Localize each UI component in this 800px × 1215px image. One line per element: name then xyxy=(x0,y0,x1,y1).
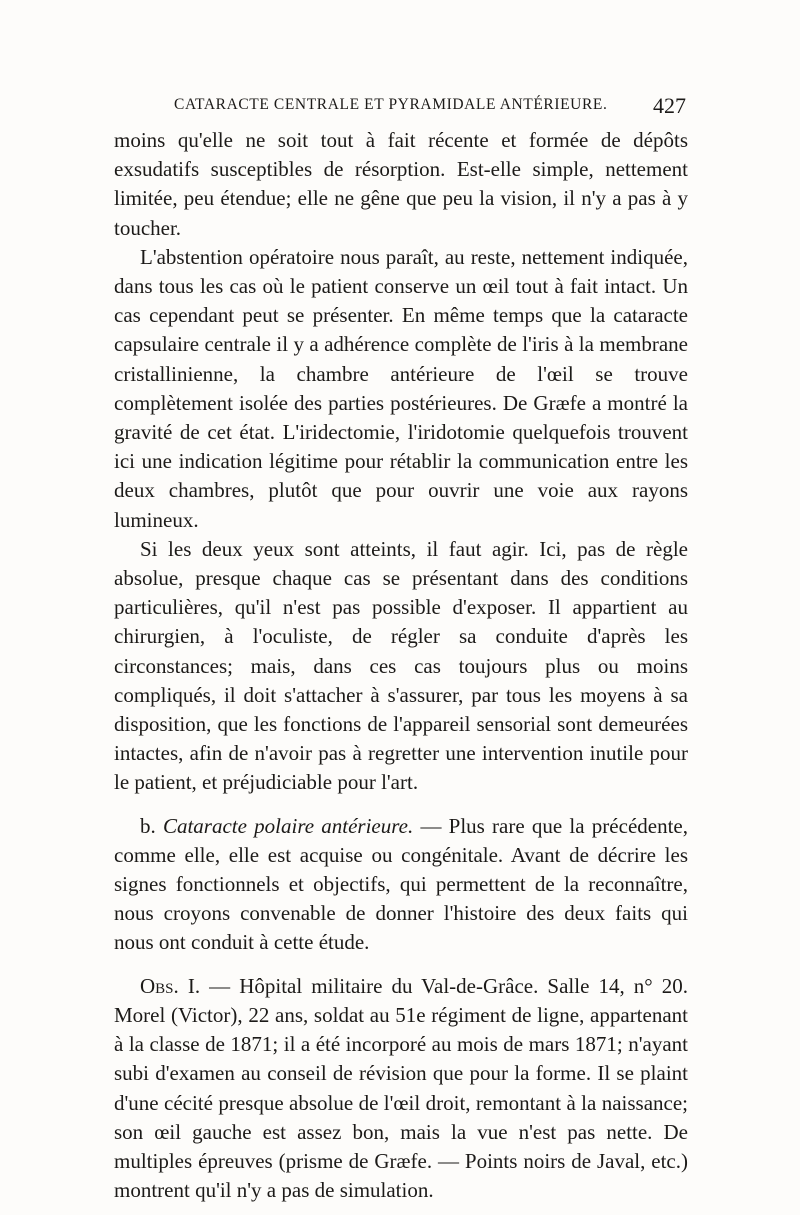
running-header xyxy=(174,93,686,120)
body-text xyxy=(114,126,688,1205)
paragraph-polar-cataract xyxy=(114,812,688,958)
section-label: b. xyxy=(140,813,156,838)
page-number: 427 xyxy=(653,93,686,118)
running-title: CATARACTE CENTRALE ET PYRAMIDALE ANTÉRIEURE. xyxy=(174,96,608,113)
paragraph-both-eyes: Si les deux yeux sont atteints, il faut agir. Ici, pas de règle absolue, presque chaque cas se présentant dans des conditions particulières, qu'il n'est pas possible d'exposer. Il appartient au chirurgien, à l'oculiste, de régler sa conduite d'après les circonstances; mais, dans ces cas toujours plus ou moins compliqués, il doit s'attacher à s'assurer, par tous les moyens à sa disposition, que les fonctions de l'appareil sensorial sont demeurées intactes, afin de n'avoir pas à regretter une intervention inutile pour le patient, et préjudiciable pour l'art. xyxy=(114,536,688,795)
paragraph-continuation: moins qu'elle ne soit tout à fait récente et formée de dépôts exsudatifs susceptibles de résorption. Est-elle simple, nettement limitée, peu étendue; elle ne gêne que peu la vision, il n'y a pas à y toucher. xyxy=(114,128,688,240)
observation-text: — Hôpital militaire du Val-de-Grâce. Salle 14, n° 20. Morel (Victor), 22 ans, soldat au 51e régiment de ligne, appartenant à la classe de 1871; il a été incorporé au mois de mars 1871; n'ayant subi d'examen au conseil de révision que pour la forme. Il se plaint d'une cécité presque absolue de l'œil droit, remontant à la naissance; son œil gauche est assez bon, mais la vue n'est pas nette. De multiples épreuves (prisme de Græfe. — Points noirs de Javal, etc.) montrent qu'il n'y a pas de simulation. xyxy=(114,973,689,1203)
section-text: — Plus rare que la précédente, comme elle, elle est acquise ou congénitale. Avant de décrire les signes fonctionnels et objectifs, qui permettent de la reconnaître, nous croyons convenable de donner l'histoire des deux faits qui nous ont conduit à cette étude. xyxy=(114,813,688,955)
observation-label: Obs. I. xyxy=(140,973,201,998)
paragraph-abstention: L'abstention opératoire nous paraît, au reste, nettement indiquée, dans tous les cas où le patient conserve un œil tout à fait intact. Un cas cependant peut se présenter. En même temps que la cataracte capsulaire centrale il y a adhérence complète de l'iris à la membrane cristallinienne, la chambre antérieure de l'œil se trouve complètement isolée des parties postérieures. De Græfe a montré la gravité de cet état. L'iridectomie, l'iridotomie quelquefois trouvent ici une indication légitime pour rétablir la communication entre les deux chambres, plutôt que pour ouvrir une voie aux rayons lumineux. xyxy=(114,244,688,532)
paragraph-observation xyxy=(114,972,688,1206)
section-title: Cataracte polaire antérieure. xyxy=(162,813,414,838)
